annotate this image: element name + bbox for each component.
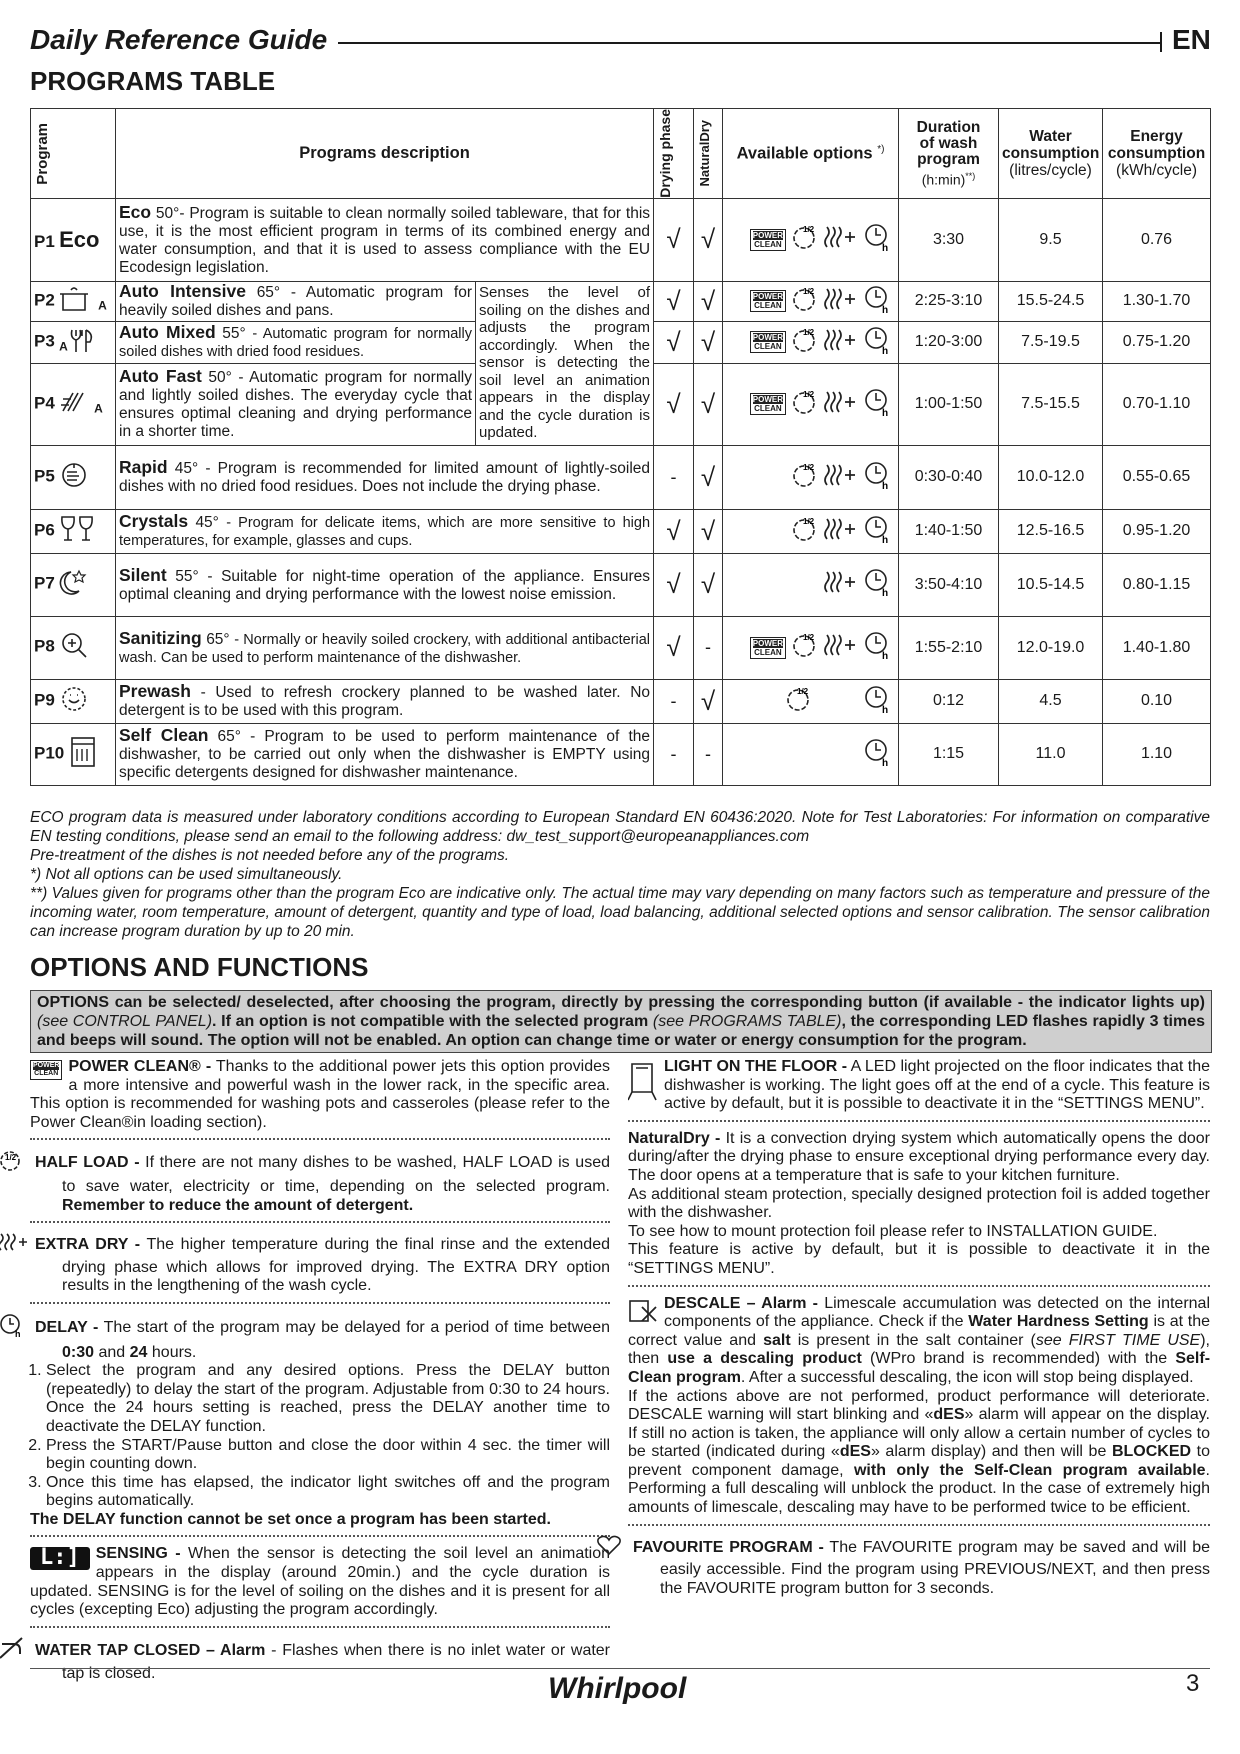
water-value: 4.5 <box>999 679 1103 723</box>
duration-value: 1:00-1:50 <box>899 363 999 445</box>
divider <box>30 1302 610 1304</box>
svg-text:1/2: 1/2 <box>5 1153 17 1163</box>
natural-dry-value: √ <box>694 553 723 616</box>
half-load-icon <box>791 285 819 318</box>
svg-text:h: h <box>882 345 889 355</box>
power-clean-section: POWER CLEAN POWER CLEAN® - Thanks to the additional power jets this option provides a more intensive and powerful wash in the lower rack, in the specific area. This option is recommended for washing pots and casseroles (please refer to the Power Clean®in loading section). <box>30 1058 611 1131</box>
energy-value: 0.95-1.20 <box>1103 509 1211 553</box>
energy-value: 1.10 <box>1103 723 1211 785</box>
half-load-icon <box>791 223 819 256</box>
duration-value: 3:50-4:10 <box>899 553 999 616</box>
energy-value: 0.10 <box>1103 679 1211 723</box>
svg-text:h: h <box>882 534 889 544</box>
extra-dry-icon <box>824 462 858 493</box>
water-value: 11.0 <box>999 723 1103 785</box>
delay-steps <box>30 1362 610 1511</box>
natural-dry-value: √ <box>694 198 723 281</box>
brand-logo: Whirlpool <box>548 1672 687 1705</box>
delay-icon <box>863 460 891 495</box>
delay-icon <box>863 514 891 549</box>
drying-phase-value: √ <box>654 509 694 553</box>
delay-icon <box>863 325 891 360</box>
water-value: 10.0-12.0 <box>999 445 1103 509</box>
natural-dry-value: √ <box>694 445 723 509</box>
delay-warning: The DELAY function cannot be set once a program has been started. <box>30 1510 551 1528</box>
table-row <box>31 553 1211 616</box>
cutlery-icon <box>68 326 96 359</box>
sensing-display-icon: L:] <box>30 1547 90 1570</box>
program-description: Auto Intensive 65° - Automatic program for heavily soiled dishes and pans. <box>116 281 476 321</box>
program-description: Crystals 45° - Program for delicate items, which are more sensitive to high temperatures, for example, glasses and cups. <box>116 509 654 553</box>
program-cell: P1 Eco <box>31 198 116 281</box>
header-natural-dry: NaturalDry <box>694 109 723 199</box>
energy-value: 0.76 <box>1103 198 1211 281</box>
delay-icon <box>863 567 891 602</box>
light-floor-icon <box>628 1060 658 1108</box>
options-left-column <box>5 1058 611 1684</box>
extra-dry-icon <box>824 632 858 663</box>
duration-value: 1:40-1:50 <box>899 509 999 553</box>
delay-icon <box>863 630 891 665</box>
options-title: OPTIONS AND FUNCTIONS <box>30 952 369 982</box>
drying-phase-value: - <box>654 445 694 509</box>
language-label: EN <box>1172 24 1211 55</box>
drying-phase-value: √ <box>654 321 694 363</box>
program-description: Rapid 45° - Program is recommended for limited amount of lightly-soiled dishes with no dried food residues. Does not include the drying phase. <box>116 445 654 509</box>
divider <box>30 1138 610 1140</box>
svg-text:1/2: 1/2 <box>797 686 809 696</box>
natural-dry-section: NaturalDry - It is a convection drying system which automatically opens the door during/after the drying phase to ensure exceptional drying performance every day. The door opens at a temperature that is safe to your kitchen furniture. As additional steam protection, specially designed protection foil is added together with the dishwasher. To see how to mount protection foil please refer to INSTALLATION GUIDE. This feature is active by default, but it is possible to deactivate it in the “SETTINGS MENU”. <box>628 1129 1210 1277</box>
svg-text:1/2: 1/2 <box>803 462 815 472</box>
available-options <box>723 616 899 679</box>
svg-text:h: h <box>882 704 889 714</box>
water-value: 9.5 <box>999 198 1103 281</box>
power-clean-icon: POWER CLEAN <box>30 1060 62 1080</box>
program-cell: P6 <box>31 509 116 553</box>
svg-text:h: h <box>882 651 889 661</box>
water-value: 12.0-19.0 <box>999 616 1103 679</box>
options-right-column <box>628 1058 1210 1598</box>
auto-sensor-note: Senses the level of soiling on the dishes and adjusts the program accordingly. When the sensor is detecting the soil level an animation appears in the display and the cycle duration is updated. <box>476 281 654 445</box>
extra-dry-icon <box>824 286 858 317</box>
drying-phase-value: √ <box>654 281 694 321</box>
available-options <box>723 198 899 281</box>
energy-value: 0.55-0.65 <box>1103 445 1211 509</box>
half-load-icon <box>791 515 819 548</box>
divider <box>628 1524 1210 1526</box>
extra-dry-icon <box>824 569 858 600</box>
drying-phase-value: √ <box>654 553 694 616</box>
program-description: Silent 55° - Suitable for night-time operation of the appliance. Ensures optimal cleaning and drying performance with the lowest noise emission. <box>116 553 654 616</box>
delay-icon <box>863 737 891 772</box>
header-program: Program <box>31 109 116 199</box>
svg-text:h: h <box>15 1328 21 1338</box>
drying-phase-value: √ <box>654 363 694 445</box>
page-number: 3 <box>1186 1670 1200 1697</box>
power-clean-icon: POWER CLEAN <box>750 393 786 415</box>
descale-section: DESCALE – Alarm - Limescale accumulation was detected on the internal components of the appliance. Check if the Water Hardness Setting is at the correct value and salt is present in the salt container (see FIRST TIME USE), then use a descaling product (WPro brand is recommended) with the Self-Clean program. After a successful descaling, the icon will stop being displayed. If the actions above are not performed, product performance will deteriorate. DESCALE warning will start blinking and «dES» alarm will appear on the display. If still no action is taken, the appliance will only allow a certain number of cycles to be started (indicated during «dES» alarm display) and then will be BLOCKED to prevent component damage, with only the Self-Clean program available. Performing a full descaling will unblock the product. In the case of extremely high amounts of limescale, descaling may have to be performed twice to be efficient. <box>628 1294 1211 1517</box>
natural-dry-value: √ <box>694 281 723 321</box>
sanitizing-icon <box>59 630 89 665</box>
glasses-icon <box>59 514 97 549</box>
header-description: Programs description <box>116 109 654 199</box>
table-header-row <box>31 109 1211 199</box>
note-values: **) Values given for programs other than the program Eco are indicative only. The actual time may vary depending on many factors such as temperature and pressure of the incoming water, room temperature, amount of detergent, quantity and type of load, load balancing, additional selected options and sensor calibration. The sensor calibration can increase program duration by up to 20 min. <box>30 885 1210 940</box>
available-options <box>723 321 899 363</box>
half-load-icon <box>785 685 813 718</box>
svg-text:h: h <box>882 243 889 253</box>
water-value: 7.5-15.5 <box>999 363 1103 445</box>
drying-phase-value: - <box>654 679 694 723</box>
delay-icon <box>863 222 891 257</box>
program-cell: P9 <box>31 679 116 723</box>
note-options: *) Not all options can be used simultaneously. <box>30 866 343 883</box>
delay-icon <box>863 284 891 319</box>
program-description: Auto Fast 50° - Automatic program for normally and lightly soiled dishes. The everyday cycle that ensures optimal cleaning and drying performance in a shorter time. <box>116 363 476 445</box>
energy-value: 0.75-1.20 <box>1103 321 1211 363</box>
table-notes <box>30 808 1210 941</box>
program-cell: P2 $_A$ <box>31 281 116 321</box>
list-item: 2. Press the START/Pause button and close the door within 4 sec. the timer will begin counting down. <box>46 1437 610 1474</box>
water-value: 10.5-14.5 <box>999 553 1103 616</box>
natural-dry-value: - <box>694 616 723 679</box>
program-cell: P3 $_A$ <box>31 321 116 363</box>
natural-dry-value: √ <box>694 509 723 553</box>
divider <box>30 1626 610 1628</box>
duration-value: 3:30 <box>899 198 999 281</box>
water-tap-section: WATER TAP CLOSED – Alarm - Flashes when there is no inlet water or water tap is closed. <box>30 1636 610 1684</box>
svg-text:h: h <box>882 407 889 417</box>
table-row <box>31 509 1211 553</box>
available-options <box>723 679 899 723</box>
divider <box>30 1221 610 1223</box>
available-options <box>723 553 899 616</box>
energy-value: 0.70-1.10 <box>1103 363 1211 445</box>
natural-dry-value: - <box>694 723 723 785</box>
half-load-icon <box>791 461 819 494</box>
power-clean-icon: POWER CLEAN <box>750 229 786 251</box>
available-options <box>723 509 899 553</box>
svg-text:1/2: 1/2 <box>803 516 815 526</box>
duration-value: 0:30-0:40 <box>899 445 999 509</box>
program-description: Self Clean 65° - Program to be used to perform maintenance of the dishwasher, to be carried out only when the dishwasher is EMPTY using specific detergents designed for dishwasher maintenance. <box>116 723 654 785</box>
energy-value: 0.80-1.15 <box>1103 553 1211 616</box>
note-pretreatment: Pre-treatment of the dishes is not needed before any of the programs. <box>30 847 510 864</box>
divider <box>30 1535 610 1537</box>
energy-value: 1.30-1.70 <box>1103 281 1211 321</box>
delay-icon <box>863 387 891 422</box>
spacer <box>818 692 858 710</box>
program-description: Prewash - Used to refresh crockery planned to be washed later. No detergent is to be used with this program. <box>116 679 654 723</box>
extra-dry-icon <box>824 224 858 255</box>
water-value: 7.5-19.5 <box>999 321 1103 363</box>
header-drying-phase: Drying phase <box>654 109 694 199</box>
table-row <box>31 679 1211 723</box>
svg-text:1/2: 1/2 <box>803 286 815 296</box>
drying-phase-value: √ <box>654 198 694 281</box>
duration-value: 1:15 <box>899 723 999 785</box>
program-description: Auto Mixed 55° - Automatic program for normally soiled dishes with dried food residues. <box>116 321 476 363</box>
available-options <box>723 723 899 785</box>
self-clean-icon <box>69 735 99 774</box>
water-value: 12.5-16.5 <box>999 509 1103 553</box>
extra-dry-icon <box>824 327 858 358</box>
extra-dry-section: EXTRA DRY - The higher temperature during the final rinse and the extended drying phase which allows for improved drying. The EXTRA DRY option results in the lengthening of the wash cycle. <box>30 1231 610 1296</box>
pot-icon <box>59 284 93 319</box>
delay-section: h DELAY - The start of the program may be delayed for a period of time between 0:30 and 24 hours. 1. Select the program and any desired options. Press the DELAY button (repeatedly) to delay the start of the program. Adjustable from 0:30 to 24 hours. Once the 24 hours setting is reached, press the DELAY another time to deactivate the DELAY function. 2. Press the START/Pause button and close the door within 4 sec. the timer will begin counting down. 3. Once this time has elapsed, the indicator light switches off and the program begins automatically. The DELAY function cannot be set once a program has been started. <box>30 1312 610 1530</box>
natural-dry-value: √ <box>694 363 723 445</box>
program-cell: P8 <box>31 616 116 679</box>
available-options <box>723 445 899 509</box>
divider <box>628 1120 1210 1122</box>
list-item: 1. Select the program and any desired options. Press the DELAY button (repeatedly) to delay the start of the program. Adjustable from 0:30 to 24 hours. Once the 24 hours setting is reached, press the DELAY another time to deactivate the DELAY function. <box>46 1362 610 1436</box>
table-row <box>31 281 1211 321</box>
table-row <box>31 723 1211 785</box>
power-clean-icon: POWER CLEAN <box>750 331 786 353</box>
footer-rule <box>30 1668 1210 1669</box>
power-clean-icon: POWER CLEAN <box>750 637 786 659</box>
moon-icon <box>59 567 89 602</box>
rapid-icon <box>59 460 89 495</box>
energy-value: 1.40-1.80 <box>1103 616 1211 679</box>
svg-text:1/2: 1/2 <box>803 225 815 235</box>
natural-dry-value: √ <box>694 321 723 363</box>
header-rule-tick <box>1160 32 1162 52</box>
note-eco: ECO program data is measured under laboratory conditions according to European Standard EN 60436:2020. Note for Test Laboratories: For information on comparative EN testing conditions, please send an email to the following address: dw_test_support@europeanappliances.com <box>30 809 1210 845</box>
program-cell: P7 <box>31 553 116 616</box>
favourite-section: FAVOURITE PROGRAM - The FAVOURITE program may be saved and will be easily accessible. Find the program using PREVIOUS/NEXT, and then press the FAVOURITE program button for 3 seconds. <box>628 1534 1210 1599</box>
duration-value: 1:20-3:00 <box>899 321 999 363</box>
table-row <box>31 616 1211 679</box>
drying-phase-value: - <box>654 723 694 785</box>
svg-text:h: h <box>882 304 889 314</box>
header-energy: Energy consumption (kWh/cycle) <box>1103 109 1211 199</box>
svg-text:1/2: 1/2 <box>803 389 815 399</box>
svg-text:h: h <box>882 588 889 598</box>
power-clean-icon: POWER CLEAN <box>750 290 786 312</box>
available-options <box>723 363 899 445</box>
descale-icon <box>628 1297 658 1331</box>
half-load-icon <box>791 326 819 359</box>
header-available-options: Available options *) <box>723 109 899 199</box>
program-cell: P10 <box>31 723 116 785</box>
table-row <box>31 445 1211 509</box>
programs-table-title: PROGRAMS TABLE <box>30 66 276 96</box>
svg-text:h: h <box>882 757 889 767</box>
divider <box>628 1285 1210 1287</box>
duration-value: 0:12 <box>899 679 999 723</box>
available-options <box>723 281 899 321</box>
delay-icon <box>863 684 891 719</box>
header-duration: Duration of wash program (h:min)**) <box>899 109 999 199</box>
page-header-title: Daily Reference Guide <box>30 24 328 55</box>
sensing-section: L:] SENSING - When the sensor is detecting the soil level an animation appears in the display (around 20min.) and the cycle duration is updated. SENSING is for the level of soiling on the dishes and it is present for all cycles (excepting Eco) adjusting the program accordingly. <box>30 1545 611 1619</box>
duration-value: 1:55-2:10 <box>899 616 999 679</box>
half-load-icon <box>791 631 819 664</box>
svg-text:1/2: 1/2 <box>803 633 815 643</box>
extra-dry-icon <box>824 516 858 547</box>
prewash-icon <box>59 684 89 719</box>
program-description: Sanitizing 65° - Normally or heavily soiled crockery, with additional antibacterial wash. Can be used to perform maintenance of the dishwasher. <box>116 616 654 679</box>
extra-dry-icon <box>824 389 858 420</box>
half-load-icon <box>791 388 819 421</box>
header-rule <box>338 42 1160 44</box>
natural-dry-value: √ <box>694 679 723 723</box>
water-value: 15.5-24.5 <box>999 281 1103 321</box>
programs-table <box>30 108 1211 786</box>
program-description: Eco 50°- Program is suitable to clean normally soiled tableware, that for this use, it is the most efficient program in terms of its combined energy and water consumption, and that it is used to assess compliance with the EU Ecodesign legislation. <box>116 198 654 281</box>
light-floor-section: LIGHT ON THE FLOOR - A LED light projected on the floor indicates that the dishwasher is working. The light goes off at the end of a cycle. This feature is active by default, but it is possible to deactivate it in the “SETTINGS MENU”. <box>628 1058 1210 1114</box>
svg-text:1/2: 1/2 <box>803 327 815 337</box>
program-cell: P5 <box>31 445 116 509</box>
header-water: Water consumption (litres/cycle) <box>999 109 1103 199</box>
eco-icon: Eco <box>59 226 100 252</box>
duration-value: 2:25-3:10 <box>899 281 999 321</box>
list-item: 3. Once this time has elapsed, the indicator light switches off and the program begins automatically. <box>46 1474 610 1511</box>
half-load-section: 1/2 HALF LOAD - If there are not many dishes to be washed, HALF LOAD is used to save water, electricity or time, depending on the selected program. Remember to reduce the amount of detergent. <box>30 1148 610 1215</box>
fast-dishes-icon <box>59 387 89 422</box>
drying-phase-value: √ <box>654 616 694 679</box>
svg-text:h: h <box>882 480 889 490</box>
options-banner: OPTIONS can be selected/ deselected, after choosing the program, directly by pressing the corresponding button (if available - the indicator lights up) (see CONTROL PANEL). If an option is not compatible with the selected program (see PROGRAMS TABLE), the corresponding LED flashes rapidly 3 times and beeps will sound. The option will not be enabled. An option can change time or water or energy consumption for the program. <box>30 990 1212 1053</box>
table-row <box>31 198 1211 281</box>
program-cell: P4 $_A$ <box>31 363 116 445</box>
